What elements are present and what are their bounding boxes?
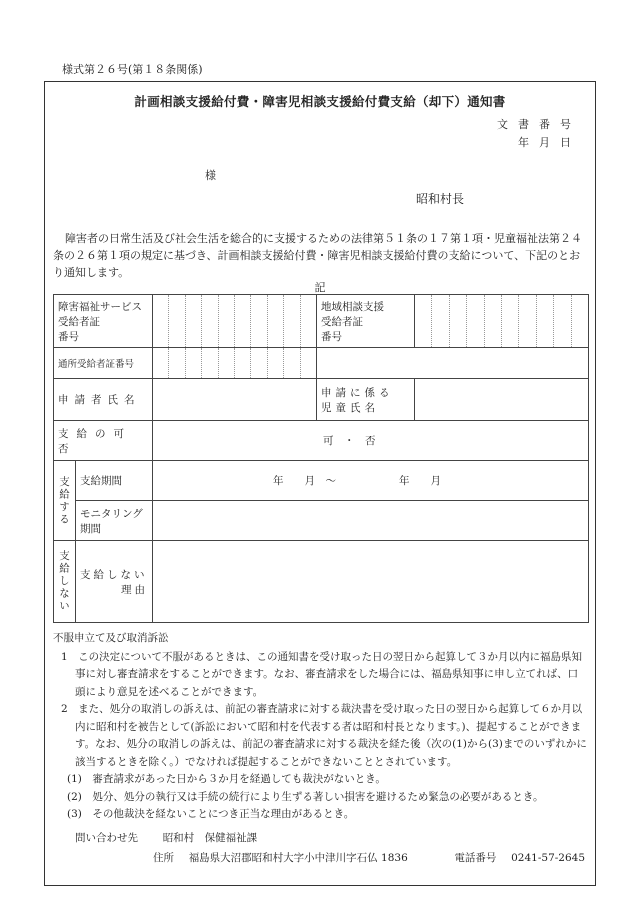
monitoring-l1: モニタリング [80,507,143,520]
daycare-cert-label: 通所受給者証番号 [54,348,153,379]
approval-label: 支給の可否 [54,421,153,461]
regional-l3: 番号 [321,330,342,343]
regional-l2: 受給者証 [321,315,363,328]
row-period [54,461,589,501]
reason-l1: 支給しない [80,568,148,581]
body-text: 障害者の日常生活及び社会生活を総合的に支援するための法律第５１条の１７第１項・児童福祉法第２４条の２６第１項の規定に基づき、計画相談支援給付費・障害児相談支援給付費の支給について、下記のとおり通知します。 [53,232,582,279]
grant-label [54,461,76,541]
row-applicant [54,379,589,421]
applicant-name-label: 申請者氏名 [54,379,153,421]
row-approval [54,421,589,461]
appeal-notes [53,630,587,824]
contact-dept: 昭和村 保健福祉課 [162,832,258,844]
regional-cert-boxes [415,295,589,348]
contact-label: 問い合わせ先 [75,832,138,844]
contact-address: 福島県大沼郡昭和村大字小中津川字石仏 1836 [188,852,408,864]
child-l1: 申請に係る [321,386,394,399]
phone-label: 電話番号 [454,852,497,864]
doc-number-block [497,116,581,152]
child-name-label [317,379,415,421]
service-cert-l1: 障害福祉サービス [58,300,142,313]
approval-options [153,421,589,461]
ki-heading: 記 [314,281,326,294]
reason-value [153,541,589,623]
contact-line-2 [75,848,585,868]
row-denial [54,541,589,623]
document-title: 計画相談支援給付費・障害児相談支援給付費支給（却下）通知書 [134,94,506,109]
child-l2: 児童氏名 [321,401,379,414]
service-cert-label [54,295,153,348]
period-value-text: 年 月 〜 年 月 [273,475,441,487]
child-name-value [415,379,589,421]
note-sub-1: (1) 審査請求があった日から３か月を経過しても裁決がないとき。 [67,773,386,785]
row-cert-numbers [54,295,589,348]
service-cert-boxes [153,295,317,348]
note-sub-3: (3) その他裁決を経ないことにつき正当な理由があるとき。 [67,808,355,820]
deny-label-text: 支給しない [58,550,70,613]
row-monitoring [54,501,589,541]
monitoring-l2: 期間 [80,522,101,535]
note-sub-2: (2) 処分、処分の執行又は手続の続行により生ずる著しい損害を避けるため緊急の必要があるとき。 [67,790,544,803]
daycare-cert-boxes [153,348,317,379]
applicant-name-value [153,379,317,421]
issuer: 昭和村長 [416,192,465,206]
form-number: 様式第２６号(第１８条関係) [62,63,203,76]
deny-label [54,541,76,623]
reason-l2: 理由 [121,583,148,596]
grant-label-text: 支給する [58,475,70,526]
notice-frame [44,81,596,886]
period-label: 支給期間 [76,461,153,501]
monitoring-label [76,501,153,541]
contact-block [75,828,585,868]
info-table [53,294,589,623]
note-item-1: 1 この決定について不服があるときは、この通知書を受け取った日の翌日から起算して３か月以内に福島県知事に対し審査請求をすることができます。なお、審査請求をした場合には、福島県知事に申し立てれば、口頭により意見を述べることができます。 [61,650,582,698]
row-daycare-cert [54,348,589,379]
daycare-cert-blank [317,348,589,379]
address-label: 住所 [153,852,174,864]
service-cert-l2: 受給者証 [58,315,100,328]
notes-heading: 不服申立て及び取消訴訟 [53,632,169,644]
contact-phone: 0241-57-2645 [511,852,586,864]
monitoring-value [153,501,589,541]
regional-cert-label [317,295,415,348]
date-label: 年月日 [518,136,581,149]
note-item-2: 2 また、処分の取消しの訴えは、前記の審査請求に対する裁決書を受け取った日の翌日から起算して６か月以内に昭和村を被告として(訴訟において昭和村を代表する者は昭和村長となります。)、提起することができます。なお、処分の取消しの訴えは、前記の審査請求に対する裁決を経た後（次の(1)から(3)までのいずれかに該当するときを除く。）でなければ提起することができないこととされています。 [61,703,587,768]
service-cert-l3: 番号 [58,330,79,343]
approval-options-text: 可 ・ 否 [323,435,376,447]
period-value [153,461,589,501]
contact-line-1 [75,828,585,848]
reason-label [76,541,153,623]
regional-l1: 地域相談支援 [321,300,384,313]
doc-number-label: 文書番号 [497,118,581,131]
addressee-suffix: 様 [205,169,216,182]
